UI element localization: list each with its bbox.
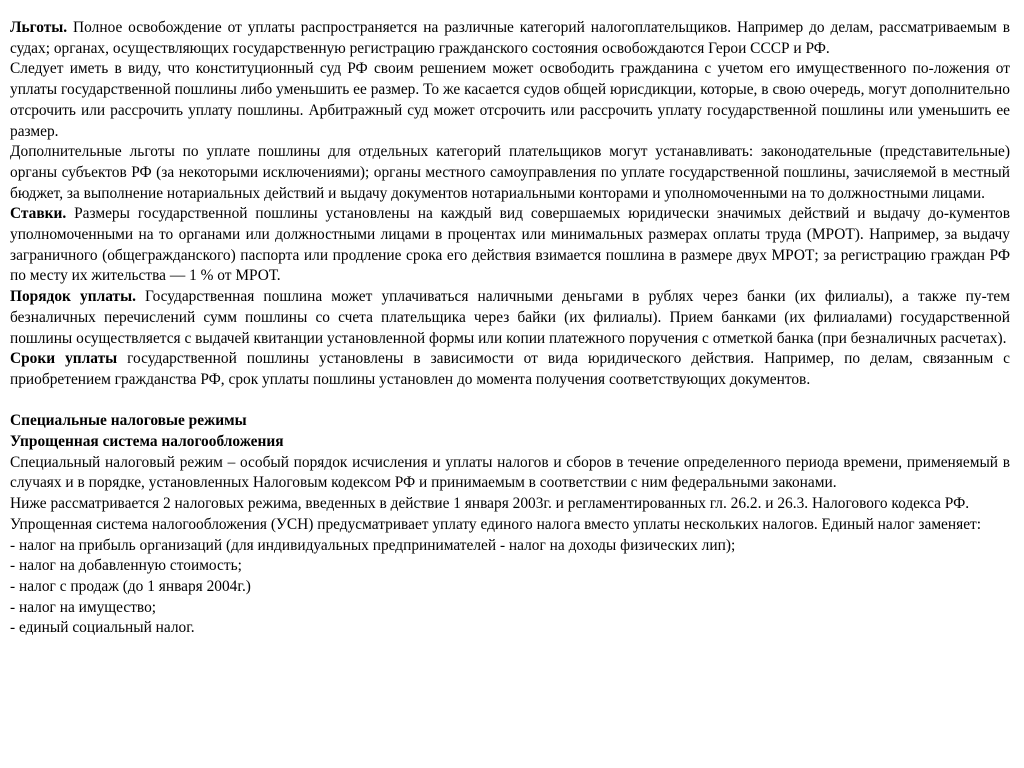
lgoty-text: Полное освобождение от уплаты распространяется на различные категорий налогоплательщиков. Например до делам, рассматриваемым в судах; органах, осуществляющих государственную регистрацию гражданского состояния освобождаются Герои СССР и РФ. [10, 19, 1010, 57]
poryadok-text: Государственная пошлина может уплачиваться наличными деньгами в рублях через банки (их филиалы), а также пу-тем безналичных перечислений сумм пошлины со счета плательщика через байки (их филиалы). Прием банками (их филиалами) государственной пошлины осуществляется с выдачей квитанции установленной формы или копии платежного поручения с отметкой банка (при безналичных расчетах). [10, 288, 1010, 347]
list-item: - единый социальный налог. [10, 619, 195, 637]
tax-list [10, 536, 1010, 640]
paragraph-usn-definition: Специальный налоговый режим – особый порядок исчисления и уплаты налогов и сборов в течение определенного периода времени, применяемый в случаях и в порядке, установленных Налоговым кодексом РФ и принимаемым в соответствии с ним федеральными законами. [10, 453, 1010, 492]
sroki-label: Сроки уплаты [10, 350, 118, 368]
list-item: - налог с продаж (до 1 января 2004г.) [10, 577, 251, 595]
list-item: - налог на прибыль организаций (для индивидуальных предпринимателей - налог на доходы физических лип); [10, 536, 736, 554]
list-item: - налог на имущество; [10, 598, 157, 616]
list-item: - налог на добавленную стоимость; [10, 557, 242, 575]
heading-usn: Упрощенная система налогообложения [10, 433, 284, 451]
sroki-text: государственной пошлины установлены в зависимости от вида юридического действия. Например, по делам, связанным с приобретением гражданства РФ, срок уплаты пошлины установлен до момента получения соответствующих документов. [10, 350, 1010, 388]
paragraph-constitutional-court: Следует иметь в виду, что конституционный суд РФ своим решением может освободить гражданина с учетом его имущественного по-ложения от уплаты государственной пошлины либо уменьшить ее размер. То же касается судов общей юрисдикции, которые, в свою очередь, могут дополнительно отсрочить или рассрочить уплату пошлины. Арбитражный суд может отсрочить или рассрочить уплату государственной пошлины или уменьшить ее размер. [10, 60, 1010, 140]
paragraph-lgoty [10, 18, 1010, 59]
spacer [10, 391, 1010, 412]
stavki-label: Ставки. [10, 205, 67, 223]
paragraph-poryadok [10, 287, 1010, 349]
heading-special-regimes: Специальные налоговые режимы [10, 412, 247, 430]
paragraph-usn-intro: Упрощенная система налогообложения (УСН) предусматривает уплату единого налога вместо уплаты нескольких налогов. Единый налог заменяет: [10, 515, 982, 533]
poryadok-label: Порядок уплаты. [10, 288, 136, 306]
lgoty-label: Льготы. [10, 19, 68, 36]
paragraph-additional-benefits: Дополнительные льготы по уплате пошлины для отдельных категорий плательщиков могут устанавливать: законодательные (представительные) органы субъектов РФ (за некоторыми исключениями); органы местного самоуправления по уплате государственной пошлины, зачисляемой в местный бюджет, за выполнение нотариальных действий и выдачу документов нотариальными конторами и уполномоченными на то должностными лицами. [10, 143, 1010, 202]
document-page [10, 18, 1010, 639]
paragraph-stavki [10, 204, 1010, 287]
paragraph-sroki [10, 349, 1010, 390]
stavki-text: Размеры государственной пошлины установлены на каждый вид совершаемых юридически значимых действий и выдачу до-кументов уполномоченными на то органами или должностными лицами в процентах или минимальных размерах оплаты труда (МРОТ). Например, за выдачу заграничного (общегражданского) паспорта или продление срока его действия взимается пошлина в размере двух МРОТ; за регистрацию граждан РФ по месту их жительства — 1 % от МРОТ. [10, 205, 1010, 285]
paragraph-usn-review: Ниже рассматривается 2 налоговых режима, введенных в действие 1 января 2003г. и регламентированных гл. 26.2. и 26.3. Налогового кодекса РФ. [10, 495, 970, 513]
